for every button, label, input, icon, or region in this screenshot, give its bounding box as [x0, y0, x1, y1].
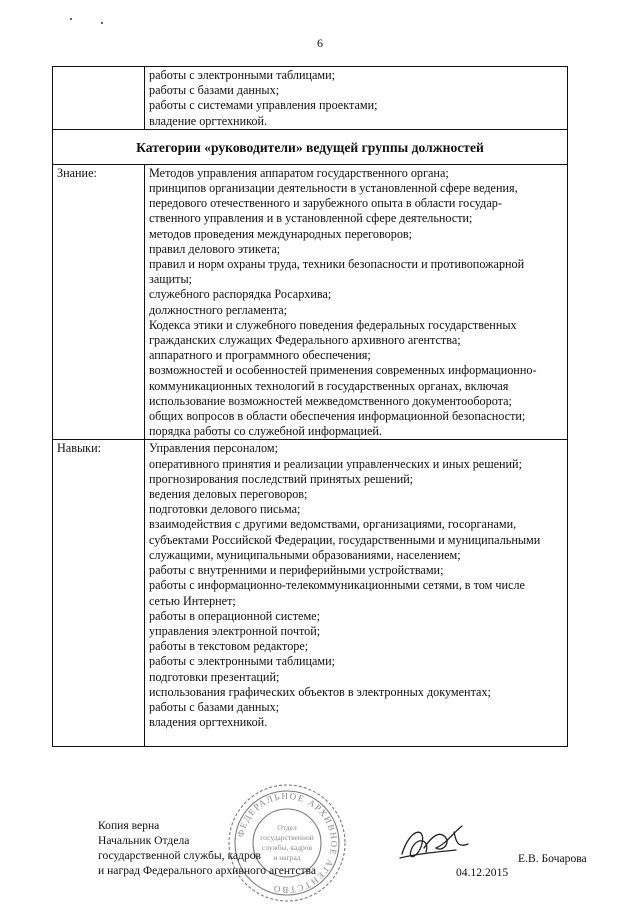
list-item: работы с электронными таблицами; — [149, 68, 336, 82]
list-item: принципов организации деятельности в установленной сфере ведения, — [149, 181, 518, 196]
skills-label: Навыки: — [53, 440, 145, 747]
list-item: защиты; — [149, 272, 193, 287]
list-item: прогнозирования последствий принятых решений; — [149, 471, 414, 486]
scan-speck — [101, 22, 103, 24]
list-item: владения оргтехникой. — [149, 715, 268, 730]
list-item: подготовки презентаций; — [149, 669, 280, 684]
knowledge-row — [53, 164, 568, 440]
list-item: работы с информационно-телекоммуникационными сетями, в том числе — [149, 578, 525, 593]
knowledge-label: Знание: — [53, 164, 145, 440]
svg-text:ФЕДЕРАЛЬНОЕ АРХИВНОЕ АГЕНТСТВО: ФЕДЕРАЛЬНОЕ АРХИВНОЕ АГЕНТСТВО — [235, 790, 340, 896]
page-number: 6 — [317, 36, 323, 50]
svg-text:Отдел: Отдел — [277, 823, 297, 832]
list-item: Кодекса этики и служебного поведения федеральных государственных — [149, 317, 517, 332]
list-item: порядка работы со служебной информацией. — [149, 424, 382, 439]
skills-content — [145, 440, 568, 747]
svg-text:и наград: и наград — [273, 853, 301, 862]
continuation-label-cell — [53, 67, 145, 130]
list-item: коммуникационных технологий в государственных органах, включая — [149, 378, 509, 393]
skills-row — [53, 440, 568, 747]
list-item: субъектами Российской Федерации, государственными и муниципальными — [149, 532, 541, 547]
list-item: работы в операционной системе; — [149, 608, 320, 623]
list-item: работы с базами данных; — [149, 699, 280, 714]
continuation-content — [145, 67, 568, 130]
list-item: методов проведения международных переговоров; — [149, 226, 413, 241]
list-item: подготовки делового письма; — [149, 502, 301, 517]
list-item: работы с системами управления проектами; — [149, 98, 378, 113]
knowledge-content — [145, 164, 568, 440]
certification-line: государственной службы, кадров — [98, 849, 262, 862]
certification-line: Копия верна — [98, 819, 160, 832]
list-item: использования графических объектов в электронных документах; — [149, 684, 491, 699]
certification-block — [98, 818, 316, 878]
section-title: Категории «руководители» ведущей группы должностей — [53, 129, 568, 164]
list-item: возможностей и особенностей применения современных информационно- — [149, 363, 537, 378]
list-item: работы с внутренними и периферийными устройствами; — [149, 563, 444, 578]
list-item: ственного управления и в установленной сфере деятельности; — [149, 211, 473, 226]
svg-text:государственной: государственной — [260, 833, 314, 842]
list-item: служащими, муниципальными образованиями, населением; — [149, 547, 461, 562]
list-item: оперативного принятия и реализации управленческих и иных решений; — [149, 456, 522, 471]
list-item: ведения деловых переговоров; — [149, 487, 308, 502]
list-item: владение оргтехникой. — [149, 113, 268, 128]
list-item: гражданских служащих Федерального архивного агентства; — [149, 333, 461, 348]
certification-date: 04.12.2015 — [456, 866, 509, 879]
list-item: сетью Интернет; — [149, 593, 236, 608]
certification-line: Начальник Отдела — [98, 834, 190, 847]
continuation-row — [53, 67, 568, 130]
list-item: правил и норм охраны труда, техники безопасности и противопожарной — [149, 257, 525, 272]
list-item: управления электронной почтой; — [149, 623, 321, 638]
list-item: служебного распорядка Росархива; — [149, 287, 332, 302]
list-item: работы с электронными таблицами; — [149, 654, 336, 669]
list-item: работы с базами данных; — [149, 83, 280, 98]
list-item: общих вопросов в области обеспечения информационной безопасности; — [149, 409, 526, 424]
requirements-table — [52, 66, 568, 747]
svg-text:службы, кадров: службы, кадров — [261, 843, 313, 852]
section-header-row — [53, 129, 568, 164]
signer-name: Е.В. Бочарова — [518, 852, 587, 865]
list-item: Управления персоналом; — [149, 441, 278, 456]
list-item: аппаратного и программного обеспечения; — [149, 348, 371, 363]
list-item: использование возможностей межведомственного документооборота; — [149, 393, 512, 408]
list-item: правил делового этикета; — [149, 241, 281, 256]
handwritten-signature — [396, 818, 476, 870]
certification-line: и наград Федерального архивного агентства — [98, 864, 316, 877]
list-item: передового отечественного и зарубежного опыта в области государ- — [149, 196, 502, 211]
list-item: взаимодействия с другими ведомствами, организациями, госорганами, — [149, 517, 517, 532]
list-item: Методов управления аппаратом государственного органа; — [149, 165, 449, 180]
scan-speck — [70, 18, 72, 20]
list-item: работы в текстовом редакторе; — [149, 639, 309, 654]
list-item: должностного регламента; — [149, 302, 288, 317]
